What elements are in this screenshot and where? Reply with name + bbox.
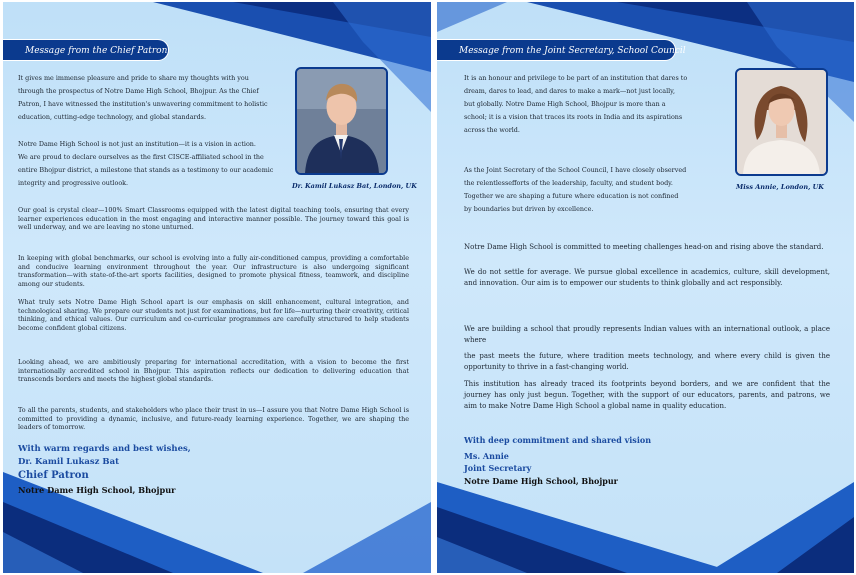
text-line: school; it is a vision that traces its roots in India and its aspirations [464, 113, 683, 121]
text-line: education, cutting-edge technology, and global standards. [18, 113, 206, 121]
skills-paragraph: What truly sets Notre Dame High School apart is our emphasis on skill enhancement, cultural integration, and technological sharing. We prepare our students not just for examinations, but for life—nurturing their creativity, critical thinking, and ethical values. Our curriculum and co-curricular programmes are carefully structured to help students become confident global citizens. [18, 298, 409, 332]
text-line: entire Bhojpur district, a milestone that stands as a testimony to our academic [18, 166, 274, 174]
text-line: Patron, I have witnessed the institution's unwavering commitment to holistic [18, 100, 268, 108]
sign-school: Notre Dame High School, Bhojpur [464, 476, 618, 486]
text-line: As the Joint Secretary of the School Council, I have closely observed [464, 166, 687, 174]
text-line: dream, dares to lead, and dares to make a mark—not just locally, [464, 87, 675, 95]
joint-secretary-portrait [737, 70, 826, 174]
joint-secretary-photo [735, 68, 828, 176]
footprints-paragraph: This institution has already traced its footprints beyond borders, and we are confident that the journey has only just begun. Together, with the support of our educators, parents, and patrons, we aim to make Notre Dame High School a global name in quality education. [464, 380, 830, 410]
chief-patron-caption: Dr. Kamil Lukasz Bat, London, UK [292, 182, 417, 190]
text-line: It gives me immense pleasure and pride to share my thoughts with you [18, 74, 249, 82]
excellence-paragraph: We do not settle for average. We pursue global excellence in academics, culture, skill development, and innovation. Our aim is to empower our students to think globally and act responsibly. [464, 268, 830, 287]
vision-paragraph [18, 138, 288, 190]
text-line: We are proud to declare ourselves as the first CISCE-affiliated school in the [18, 153, 264, 161]
sign-wishes: With warm regards and best wishes, [18, 444, 191, 454]
tradition-paragraph: the past meets the future, where tradition meets technology, and where every child is given the opportunity to thrive in a fast-changing world. [464, 352, 830, 371]
text-line: but globally. Notre Dame High School, Bhojpur is more than a [464, 100, 666, 108]
values-paragraph: We are building a school that proudly represents Indian values with an international outlook, a place where [464, 325, 830, 344]
intro-paragraph [18, 72, 288, 124]
text-line: Together we are shaping a future where education is not confined [464, 192, 679, 200]
sign-name: Dr. Kamil Lukasz Bat [18, 457, 120, 467]
text-line: integrity and progressive outlook. [18, 179, 129, 187]
sign-commitment: With deep commitment and shared vision [464, 435, 652, 445]
sign-name: Ms. Annie [464, 451, 509, 461]
chief-patron-photo [295, 67, 388, 175]
chief-patron-header: Message from the Chief Patron [3, 39, 169, 61]
right-page [437, 2, 854, 573]
left-page [3, 2, 431, 573]
sign-title: Chief Patron [18, 470, 89, 481]
text-line: by boundaries but driven by excellence. [464, 205, 594, 213]
sign-title: Joint Secretary [464, 463, 532, 473]
joint-secretary-caption: Miss Annie, London, UK [736, 183, 824, 191]
goal-paragraph: Our goal is crystal clear—100% Smart Classrooms equipped with the latest digital teaching tools, ensuring that every learner experiences education in the most engaging and interactive manner possible. The journey toward this goal is well underway, and we are leaving no stone unturned. [18, 206, 409, 231]
chief-patron-portrait [297, 69, 386, 173]
joint-secretary-header: Message from the Joint Secretary, School Council [437, 39, 676, 61]
campus-paragraph: In keeping with global benchmarks, our school is evolving into a fully air-conditioned campus, providing a comfortable and conducive learning environment throughout the year. Our infrastructure is also undergoing significant transformation—with state-of-the-art sports facilities, designed to promote physical fitness, teamwork, and discipline among our students. [18, 254, 409, 288]
challenges-paragraph: Notre Dame High School is committed to meeting challenges head-on and rising above the standard. [464, 243, 824, 251]
sign-school: Notre Dame High School, Bhojpur [18, 485, 176, 495]
text-line: It is an honour and privilege to be part of an institution that dares to [464, 74, 688, 82]
intro-paragraph [464, 72, 724, 137]
accreditation-paragraph: Looking ahead, we are ambitiously preparing for international accreditation, with a vision to become the first internationally accredited school in Bhojpur. This aspiration reflects our dedication to delivering education that transcends borders and meets the highest global standards. [18, 358, 409, 383]
text-line: through the prospectus of Notre Dame High School, Bhojpur. As the Chief [18, 87, 259, 95]
text-line: the relentlessefforts of the leadership, faculty, and student body. [464, 179, 673, 187]
text-line: Notre Dame High School is not just an institution—it is a vision in action. [18, 140, 256, 148]
observed-paragraph [464, 164, 724, 216]
text-line: across the world. [464, 126, 520, 134]
closing-paragraph: To all the parents, students, and stakeholders who place their trust in us—I assure you that Notre Dame High School is committed to providing a dynamic, inclusive, and future-ready learning experience. Together, we are shaping the leaders of tomorrow. [18, 406, 409, 431]
